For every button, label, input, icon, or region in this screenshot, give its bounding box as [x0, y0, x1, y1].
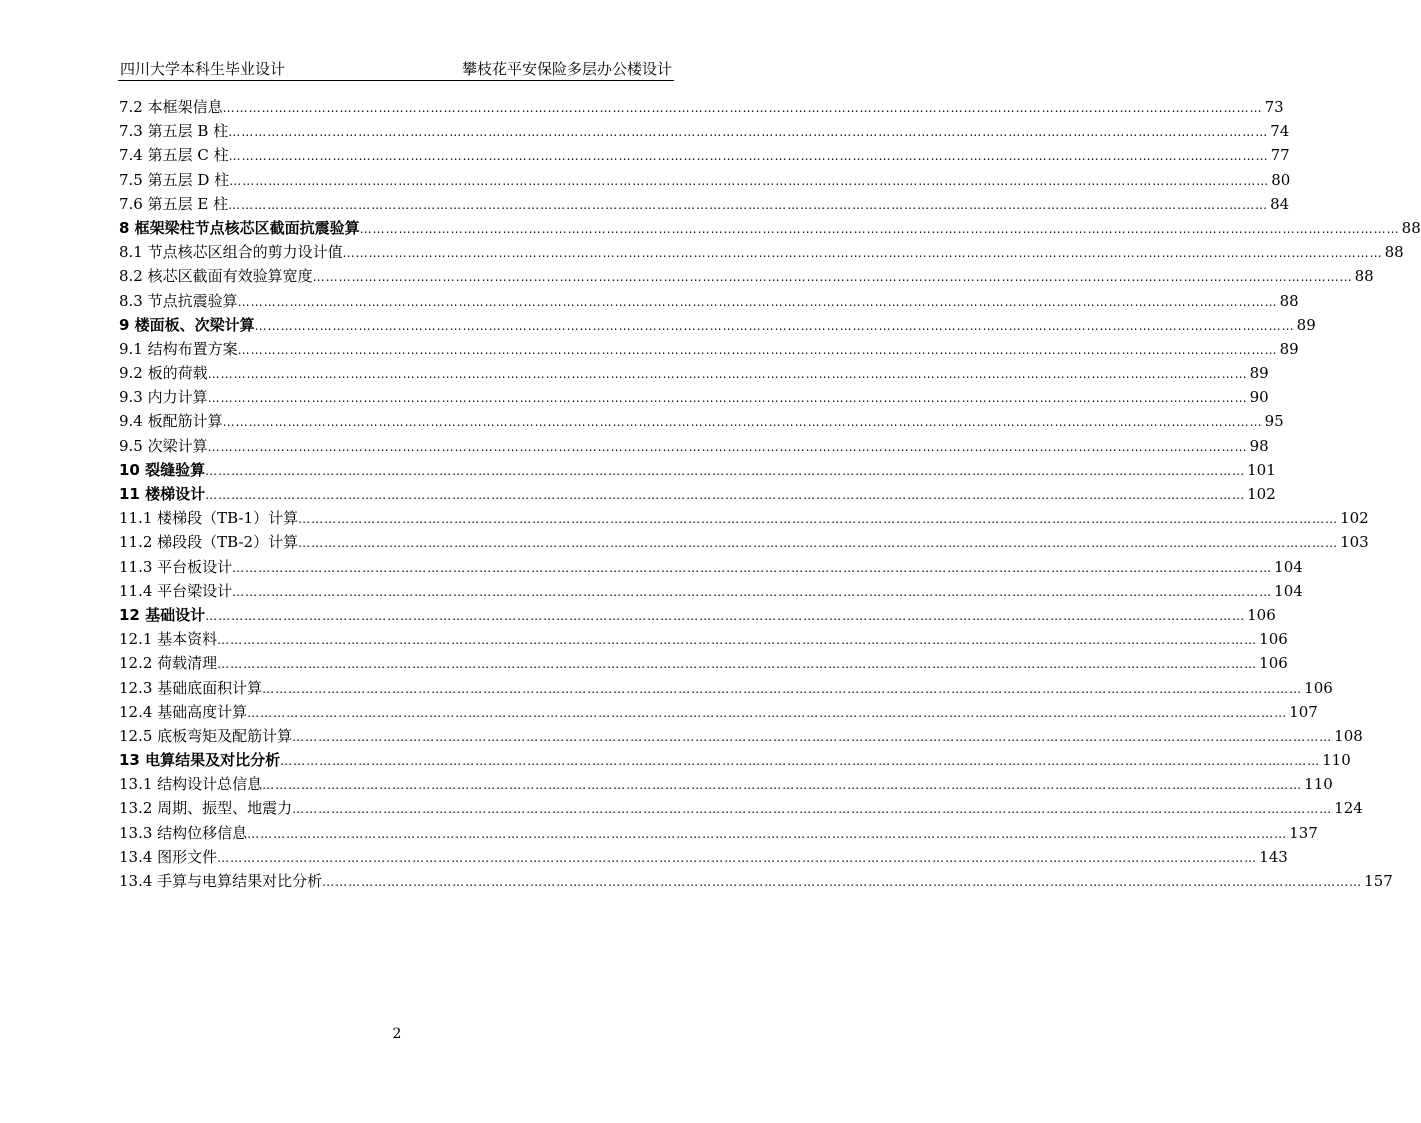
toc-entry-page: 110: [1322, 751, 1351, 770]
header-divider: [118, 80, 674, 81]
toc-entry[interactable]: [119, 580, 1303, 604]
toc-entry-title: 12.5 底板弯矩及配筋计算: [119, 726, 293, 745]
toc-leader-dots: ……………………………………………………………………………………………………………………………………………………………………………………………………………………: [247, 705, 1288, 720]
toc-entry-page: 77: [1270, 146, 1290, 165]
toc-entry-title: 10 裂缝验算: [119, 460, 206, 479]
toc-leader-dots: ……………………………………………………………………………………………………………………………………………………………………………………………………………………: [207, 391, 1248, 406]
toc-leader-dots: ……………………………………………………………………………………………………………………………………………………………………………………………………………………: [237, 294, 1278, 309]
toc-entry-title: 11 楼梯设计: [119, 485, 206, 503]
toc-entry[interactable]: [119, 604, 1276, 628]
toc-leader-dots: ……………………………………………………………………………………………………………………………………………………………………………………………………………………: [359, 221, 1400, 236]
toc-entry[interactable]: [119, 725, 1363, 749]
toc-leader-dots: ……………………………………………………………………………………………………………………………………………………………………………………………………………………: [205, 608, 1246, 623]
toc-entry[interactable]: [119, 846, 1288, 870]
toc-entry-page: 95: [1264, 412, 1284, 431]
toc-entry-page: 89: [1249, 364, 1269, 383]
toc-entry-page: 88: [1279, 291, 1299, 310]
toc-entry-page: 102: [1340, 509, 1369, 528]
toc-entry-title: 9 楼面板、次梁计算: [119, 315, 255, 334]
toc-entry-title: 8.3 节点抗震验算: [119, 291, 238, 310]
toc-leader-dots: ……………………………………………………………………………………………………………………………………………………………………………………………………………………: [262, 681, 1303, 696]
toc-entry-title: 12.2 荷载清理: [119, 654, 218, 673]
toc-entry[interactable]: [119, 628, 1288, 652]
toc-entry-page: 124: [1334, 799, 1363, 818]
toc-entry-page: 106: [1247, 605, 1276, 624]
toc-entry-page: 89: [1279, 339, 1299, 358]
header-project: 攀枝花平安保险多层办公楼设计: [461, 60, 672, 78]
toc-entry[interactable]: [119, 362, 1269, 386]
toc-entry-page: 90: [1249, 388, 1269, 407]
toc-entry-page: 107: [1289, 702, 1318, 721]
toc-entry[interactable]: [119, 265, 1374, 289]
toc-leader-dots: ……………………………………………………………………………………………………………………………………………………………………………………………………………………: [292, 729, 1333, 744]
toc-leader-dots: ……………………………………………………………………………………………………………………………………………………………………………………………………………………: [228, 197, 1269, 212]
toc-leader-dots: ……………………………………………………………………………………………………………………………………………………………………………………………………………………: [232, 584, 1273, 599]
toc-entry[interactable]: [119, 314, 1316, 338]
toc-entry-page: 74: [1270, 122, 1290, 141]
toc-entry-title: 11.4 平台梁设计: [119, 581, 233, 600]
toc-entry-title: 9.4 板配筋计算: [119, 412, 223, 431]
toc-leader-dots: ……………………………………………………………………………………………………………………………………………………………………………………………………………………: [232, 560, 1273, 575]
toc-entry[interactable]: [119, 652, 1288, 676]
toc-entry-title: 13 电算结果及对比分析: [119, 751, 281, 770]
toc-entry-page: 110: [1304, 775, 1333, 794]
toc-entry-title: 7.6 第五层 E 柱: [119, 194, 229, 213]
toc-entry-title: 7.4 第五层 C 柱: [119, 146, 229, 165]
toc-entry-page: 103: [1340, 533, 1369, 552]
toc-leader-dots: ……………………………………………………………………………………………………………………………………………………………………………………………………………………: [228, 149, 1269, 164]
toc-entry-page: 88: [1354, 267, 1374, 286]
toc-entry[interactable]: [119, 459, 1276, 483]
toc-entry[interactable]: [119, 701, 1318, 725]
toc-leader-dots: ……………………………………………………………………………………………………………………………………………………………………………………………………………………: [312, 270, 1353, 285]
toc-leader-dots: ……………………………………………………………………………………………………………………………………………………………………………………………………………………: [298, 536, 1339, 551]
toc-entry[interactable]: [119, 290, 1299, 314]
toc-leader-dots: ……………………………………………………………………………………………………………………………………………………………………………………………………………………: [217, 633, 1258, 648]
toc-entry[interactable]: [119, 144, 1290, 168]
toc-leader-dots: ……………………………………………………………………………………………………………………………………………………………………………………………………………………: [292, 802, 1333, 817]
toc-entry-page: 108: [1334, 726, 1363, 745]
toc-entry[interactable]: [119, 410, 1284, 434]
toc-entry-title: 9.2 板的荷载: [119, 364, 208, 383]
toc-leader-dots: ……………………………………………………………………………………………………………………………………………………………………………………………………………………: [207, 439, 1248, 454]
toc-leader-dots: ……………………………………………………………………………………………………………………………………………………………………………………………………………………: [217, 850, 1258, 865]
toc-entry-page: 104: [1274, 557, 1303, 576]
toc-entry[interactable]: [119, 507, 1369, 531]
toc-entry[interactable]: [119, 435, 1269, 459]
header-school: 四川大学本科生毕业设计: [120, 60, 286, 78]
toc-entry-page: 102: [1247, 485, 1276, 503]
toc-entry[interactable]: [119, 797, 1363, 821]
toc-leader-dots: ……………………………………………………………………………………………………………………………………………………………………………………………………………………: [205, 463, 1246, 478]
toc-entry[interactable]: [119, 241, 1404, 265]
toc-leader-dots: ……………………………………………………………………………………………………………………………………………………………………………………………………………………: [247, 826, 1288, 841]
toc-entry[interactable]: [119, 483, 1276, 507]
toc-entry[interactable]: [119, 217, 1421, 241]
toc-entry-title: 7.5 第五层 D 柱: [119, 170, 230, 189]
toc-entry-title: 11.3 平台板设计: [119, 557, 233, 576]
toc-entry-page: 73: [1264, 98, 1284, 116]
toc-entry[interactable]: [119, 677, 1333, 701]
toc-entry-title: 13.2 周期、振型、地震力: [119, 799, 293, 818]
toc-entry-page: 106: [1259, 654, 1288, 673]
toc-entry-title: 8.2 核芯区截面有效验算宽度: [119, 267, 313, 286]
toc-entry-title: 8.1 节点核芯区组合的剪力设计值: [119, 243, 343, 262]
toc-entry-title: 12.3 基础底面积计算: [119, 678, 263, 697]
toc-leader-dots: ……………………………………………………………………………………………………………………………………………………………………………………………………………………: [229, 173, 1270, 188]
toc-entry-title: 13.1 结构设计总信息: [119, 775, 263, 794]
toc-entry[interactable]: [119, 773, 1333, 797]
toc-entry-page: 104: [1274, 581, 1303, 600]
toc-entry-title: 7.3 第五层 B 柱: [119, 122, 229, 141]
toc-entry-title: 9.3 内力计算: [119, 388, 208, 407]
toc-entry-page: 80: [1271, 170, 1291, 189]
toc-entry[interactable]: [119, 556, 1303, 580]
toc-entry-title: 7.2 本框架信息: [119, 98, 223, 116]
toc-leader-dots: ……………………………………………………………………………………………………………………………………………………………………………………………………………………: [207, 367, 1248, 382]
toc-entry[interactable]: [119, 822, 1318, 846]
toc-entry-page: 98: [1249, 436, 1269, 455]
toc-leader-dots: ……………………………………………………………………………………………………………………………………………………………………………………………………………………: [205, 488, 1246, 502]
toc-entry-page: 88: [1401, 218, 1421, 237]
toc-entry[interactable]: [119, 96, 1284, 120]
toc-entry-title: 12.1 基本资料: [119, 630, 218, 649]
toc-entry-page: 143: [1259, 847, 1288, 866]
toc-entry[interactable]: [119, 386, 1269, 410]
toc-entry-page: 137: [1289, 823, 1318, 842]
toc-entry-title: 12 基础设计: [119, 605, 206, 624]
toc-entry-title: 12.4 基础高度计算: [119, 702, 248, 721]
toc-leader-dots: ……………………………………………………………………………………………………………………………………………………………………………………………………………………: [342, 246, 1383, 261]
toc-leader-dots: ……………………………………………………………………………………………………………………………………………………………………………………………………………………: [222, 415, 1263, 430]
toc-leader-dots: ……………………………………………………………………………………………………………………………………………………………………………………………………………………: [254, 318, 1295, 333]
toc-entry[interactable]: [119, 870, 1393, 894]
toc-entry[interactable]: [119, 531, 1369, 555]
toc-leader-dots: ……………………………………………………………………………………………………………………………………………………………………………………………………………………: [217, 657, 1258, 672]
toc-entry[interactable]: [119, 169, 1291, 193]
toc-entry-page: 84: [1270, 194, 1290, 213]
toc-entry-title: 9.5 次梁计算: [119, 436, 208, 455]
toc-entry-title: 13.4 图形文件: [119, 847, 218, 866]
page-number: 2: [392, 1026, 402, 1042]
toc-entry-title: 13.3 结构位移信息: [119, 823, 248, 842]
toc-leader-dots: ……………………………………………………………………………………………………………………………………………………………………………………………………………………: [322, 875, 1363, 889]
toc-entry-page: 106: [1259, 630, 1288, 649]
toc-entry-title: 8 框架梁柱节点核芯区截面抗震验算: [119, 218, 360, 237]
toc-entry[interactable]: [119, 749, 1351, 773]
toc-entry[interactable]: [119, 338, 1299, 362]
toc-entry-title: 11.2 梯段段（TB-2）计算: [119, 533, 299, 552]
toc-entry[interactable]: [119, 193, 1290, 217]
toc-entry-page: 89: [1296, 315, 1316, 334]
toc-leader-dots: ……………………………………………………………………………………………………………………………………………………………………………………………………………………: [228, 125, 1269, 140]
toc-leader-dots: ……………………………………………………………………………………………………………………………………………………………………………………………………………………: [298, 512, 1339, 527]
toc-entry-page: 101: [1247, 460, 1276, 479]
toc-entry-page: 157: [1364, 872, 1393, 890]
toc-entry-title: 9.1 结构布置方案: [119, 339, 238, 358]
toc-entry-page: 106: [1304, 678, 1333, 697]
toc-leader-dots: ……………………………………………………………………………………………………………………………………………………………………………………………………………………: [262, 778, 1303, 793]
running-header: [118, 56, 674, 80]
toc-entry-page: 88: [1384, 243, 1404, 262]
toc-entry-title: 13.4 手算与电算结果对比分析: [119, 872, 323, 890]
toc-entry-title: 11.1 楼梯段（TB-1）计算: [119, 509, 299, 528]
toc-leader-dots: ……………………………………………………………………………………………………………………………………………………………………………………………………………………: [237, 342, 1278, 357]
toc-leader-dots: ……………………………………………………………………………………………………………………………………………………………………………………………………………………: [280, 754, 1321, 769]
toc-entry[interactable]: [119, 120, 1290, 144]
toc-leader-dots: ……………………………………………………………………………………………………………………………………………………………………………………………………………………: [222, 101, 1263, 115]
table-of-contents: [119, 96, 1421, 894]
